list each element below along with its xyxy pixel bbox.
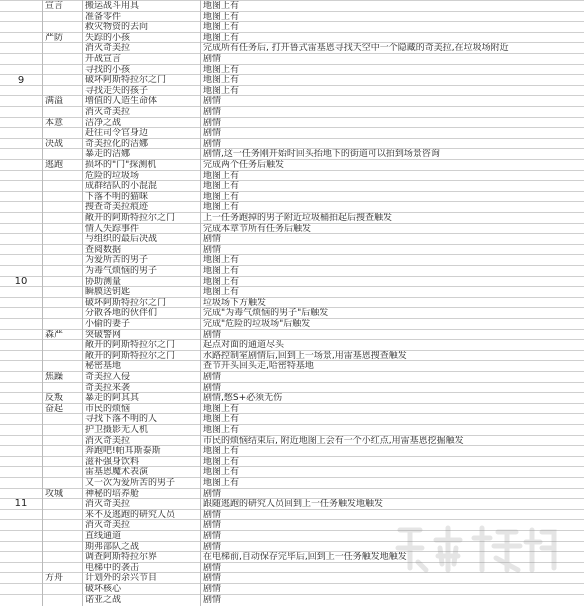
- task-cell: 小偷的妻子: [82, 319, 200, 329]
- note-cell: 完成本章节所有任务后触发: [200, 224, 584, 234]
- note-cell: 剧情: [200, 563, 584, 573]
- section-cell: [42, 478, 82, 488]
- chapter-cell: 11: [0, 403, 42, 604]
- task-cell: 敞开的阿斯特拉尔之门: [82, 351, 200, 361]
- note-cell: 地图上有: [200, 192, 584, 202]
- table-row: [0, 466, 584, 477]
- note-cell: 剧情: [200, 96, 584, 106]
- table-row: [0, 180, 584, 191]
- section-cell: [42, 22, 82, 32]
- section-cell: [42, 414, 82, 424]
- section-cell: [42, 181, 82, 191]
- task-cell: 奇美拉入侵: [82, 372, 200, 382]
- table-row: [0, 382, 584, 393]
- note-cell: 剧情: [200, 139, 584, 149]
- task-cell: 消灭奇美拉: [82, 499, 200, 509]
- note-cell: 剧情,这一任务刚开始时回头抬地下的街道可以拍到场景咨询: [200, 149, 584, 159]
- note-cell: 在电梯前,自动保存完毕后,回到上一任务触发地触发: [200, 552, 584, 562]
- section-cell: [42, 361, 82, 371]
- table-row: [0, 413, 584, 424]
- note-cell: 水路控制室剧情后,回到上一场景,用雷基恩搜查触发: [200, 351, 584, 361]
- column-divider: [82, 0, 83, 606]
- section-cell: 焦躁: [42, 372, 82, 382]
- section-cell: [42, 192, 82, 202]
- task-cell: 破坏核心: [82, 584, 200, 594]
- section-cell: [42, 287, 82, 297]
- task-cell: 分散各地的伙伴们: [82, 308, 200, 318]
- table-row: [0, 212, 584, 223]
- table-row: [0, 307, 584, 318]
- task-cell: 消灭奇美拉: [82, 43, 200, 53]
- table-row: [0, 456, 584, 467]
- table-row: [0, 138, 584, 149]
- note-cell: 地图上有: [200, 277, 584, 287]
- task-cell: 暴走的阿其其: [82, 393, 200, 403]
- table-row: [0, 106, 584, 117]
- table-row: [0, 350, 584, 361]
- section-cell: 方舟: [42, 573, 82, 583]
- note-cell: 地图上有: [200, 33, 584, 43]
- table-row: [0, 233, 584, 244]
- section-cell: [42, 213, 82, 223]
- note-cell: 地图上有: [200, 1, 584, 11]
- section-cell: [42, 298, 82, 308]
- table-row: [0, 191, 584, 202]
- section-cell: [42, 255, 82, 265]
- section-cell: [42, 446, 82, 456]
- note-cell: 地图上有: [200, 65, 584, 75]
- note-cell: 剧情: [200, 595, 584, 605]
- table-row: [0, 42, 584, 53]
- task-cell: 寻找下落不明的人: [82, 414, 200, 424]
- table-row: [0, 583, 584, 594]
- task-cell: 搜查奇美拉痕迹: [82, 202, 200, 212]
- table-row: [0, 392, 584, 403]
- note-cell: 地图上有: [200, 86, 584, 96]
- task-cell: 诺亚之战: [82, 595, 200, 605]
- section-cell: [42, 224, 82, 234]
- task-cell: 期弗部队之战: [82, 542, 200, 552]
- note-cell: 上一任务跑掉的男子附近垃圾桶拍起后搜查触发: [200, 213, 584, 223]
- note-cell: 剧情: [200, 330, 584, 340]
- table-row: [0, 127, 584, 138]
- table-row: [0, 11, 584, 22]
- task-cell: 洁净之战: [82, 118, 200, 128]
- table-row: [0, 286, 584, 297]
- table-row: [0, 265, 584, 276]
- task-cell: 奇美拉化的洁娜: [82, 139, 200, 149]
- table-row: [0, 594, 584, 605]
- note-cell: 剧情: [200, 520, 584, 530]
- table-row: [0, 477, 584, 488]
- section-cell: [42, 149, 82, 159]
- table-row: [0, 170, 584, 181]
- section-cell: [42, 245, 82, 255]
- table-row: [0, 360, 584, 371]
- note-cell: 剧情: [200, 107, 584, 117]
- note-cell: 地图上有: [200, 467, 584, 477]
- note-cell: 地图上有: [200, 22, 584, 32]
- table-row: [0, 445, 584, 456]
- table-row: [0, 435, 584, 446]
- section-cell: 反叛: [42, 393, 82, 403]
- section-cell: [42, 171, 82, 181]
- task-cell: 为毒气烦恼的男子: [82, 266, 200, 276]
- column-divider: [42, 0, 43, 606]
- section-cell: 本意: [42, 118, 82, 128]
- task-cell: 失踪的小孩: [82, 33, 200, 43]
- note-cell: 起点对面的通道尽头: [200, 340, 584, 350]
- section-cell: [42, 75, 82, 85]
- task-cell: 来不及逃跑的研究人员: [82, 510, 200, 520]
- table-row: [0, 254, 584, 265]
- section-cell: [42, 436, 82, 446]
- section-cell: [42, 467, 82, 477]
- task-cell: 增值的人造生命体: [82, 96, 200, 106]
- note-cell: 剧情: [200, 234, 584, 244]
- table-row: [0, 297, 584, 308]
- note-cell: 剧情: [200, 118, 584, 128]
- section-cell: 宣言: [42, 1, 82, 11]
- section-cell: [42, 510, 82, 520]
- task-cell: 与组织的最后决战: [82, 234, 200, 244]
- table-row: [0, 223, 584, 234]
- table-row: [0, 498, 584, 509]
- task-cell: 协助测量: [82, 277, 200, 287]
- section-cell: [42, 128, 82, 138]
- note-cell: 完成两个任务后触发: [200, 160, 584, 170]
- note-cell: 剧情: [200, 531, 584, 541]
- note-cell: 地图上有: [200, 75, 584, 85]
- task-cell: 开战宣言: [82, 54, 200, 64]
- task-cell: 损坏的"门"探测机: [82, 160, 200, 170]
- note-cell: 地图上有: [200, 181, 584, 191]
- section-cell: [42, 43, 82, 53]
- task-cell: 危险的垃圾场: [82, 171, 200, 181]
- table-row: [0, 32, 584, 43]
- note-cell: 地图上有: [200, 202, 584, 212]
- note-cell: 剧情: [200, 245, 584, 255]
- section-cell: [42, 542, 82, 552]
- section-cell: [42, 107, 82, 117]
- task-cell: 消灭奇美拉: [82, 436, 200, 446]
- task-cell: 雷基恩魔术表演: [82, 467, 200, 477]
- table-row: [0, 53, 584, 64]
- table-row: [0, 201, 584, 212]
- section-cell: [42, 86, 82, 96]
- section-cell: 森严: [42, 330, 82, 340]
- task-cell: 敞开的阿斯特拉尔之门: [82, 213, 200, 223]
- table-row: [0, 21, 584, 32]
- section-cell: [42, 340, 82, 350]
- task-cell: 敞开的阿斯特拉尔之门: [82, 340, 200, 350]
- table-row: [0, 64, 584, 75]
- table-row: [0, 148, 584, 159]
- task-cell: 成群结队的小混混: [82, 181, 200, 191]
- section-cell: [42, 520, 82, 530]
- task-cell: 破坏阿斯特拉尔之门: [82, 298, 200, 308]
- table-row: [0, 244, 584, 255]
- note-cell: 地图上有: [200, 425, 584, 435]
- task-cell: 突破警网: [82, 330, 200, 340]
- note-cell: 完成"危险的垃圾场"后触发: [200, 319, 584, 329]
- watermark-logo: [390, 518, 560, 578]
- note-cell: 完成"为毒气烦恼的男子"后触发: [200, 308, 584, 318]
- task-cell: 直线通道: [82, 531, 200, 541]
- note-cell: 地图上有: [200, 446, 584, 456]
- note-cell: 地图上有: [200, 457, 584, 467]
- task-cell: 救灾物资的去向: [82, 22, 200, 32]
- section-cell: [42, 595, 82, 605]
- note-cell: 剧情,憋S+必须无伤: [200, 393, 584, 403]
- note-cell: 剧情: [200, 128, 584, 138]
- task-cell: 调查阿斯特拉尔界: [82, 552, 200, 562]
- task-cell: 破坏阿斯特拉尔之门: [82, 75, 200, 85]
- table-row: [0, 74, 584, 85]
- table-row: [0, 371, 584, 382]
- table-row: [0, 318, 584, 329]
- note-cell: 垃圾场下方触发: [200, 298, 584, 308]
- section-cell: [42, 202, 82, 212]
- note-cell: 跟随逃跑的研究人员回到上一任务触发地触发: [200, 499, 584, 509]
- note-cell: 地图上有: [200, 171, 584, 181]
- task-cell: 神秘的培养舱: [82, 489, 200, 499]
- chapter-cell: 9: [0, 0, 42, 159]
- table-row: [0, 403, 584, 414]
- note-cell: 剧情: [200, 489, 584, 499]
- section-cell: 攻城: [42, 489, 82, 499]
- task-cell: 滋补强身饮料: [82, 457, 200, 467]
- section-cell: 逃跑: [42, 160, 82, 170]
- task-cell: 为爱所苦的男子: [82, 255, 200, 265]
- section-cell: [42, 277, 82, 287]
- task-cell: 护卫摄影无人机: [82, 425, 200, 435]
- note-cell: 剧情: [200, 542, 584, 552]
- section-cell: 奋起: [42, 404, 82, 414]
- task-cell: 情人失踪事件: [82, 224, 200, 234]
- task-cell: 瞬膜送钥匙: [82, 287, 200, 297]
- section-cell: [42, 234, 82, 244]
- note-cell: 剧情: [200, 372, 584, 382]
- section-cell: [42, 552, 82, 562]
- section-cell: [42, 383, 82, 393]
- task-cell: 寻找走失的孩子: [82, 86, 200, 96]
- section-cell: 满溢: [42, 96, 82, 106]
- task-cell: 消灭奇美拉: [82, 520, 200, 530]
- note-cell: 地图上有: [200, 12, 584, 22]
- section-cell: 决战: [42, 139, 82, 149]
- task-cell: 下落不明的猫咪: [82, 192, 200, 202]
- task-cell: 赶往司令官身边: [82, 128, 200, 138]
- note-cell: 剧情: [200, 383, 584, 393]
- table-row: [0, 85, 584, 96]
- table-row: [0, 488, 584, 499]
- note-cell: 地图上有: [200, 414, 584, 424]
- table-row: [0, 339, 584, 350]
- section-cell: [42, 563, 82, 573]
- note-cell: 地图上有: [200, 478, 584, 488]
- table-row: [0, 329, 584, 340]
- section-cell: [42, 531, 82, 541]
- section-cell: 严防: [42, 33, 82, 43]
- note-cell: 剧情: [200, 54, 584, 64]
- section-cell: [42, 308, 82, 318]
- note-cell: 地图上有: [200, 287, 584, 297]
- section-cell: [42, 425, 82, 435]
- note-cell: 地图上有: [200, 404, 584, 414]
- chapter-cell: 10: [0, 159, 42, 403]
- note-cell: 市民的烦恼结束后, 附近地图上会有一个小红点,用雷基恩挖掘触发: [200, 436, 584, 446]
- table-row: [0, 0, 584, 11]
- section-cell: [42, 54, 82, 64]
- section-cell: [42, 351, 82, 361]
- task-cell: 搬运战斗用具: [82, 1, 200, 11]
- task-cell: 计划外的余兴节目: [82, 573, 200, 583]
- table-row: [0, 159, 584, 170]
- note-cell: 剧情: [200, 573, 584, 583]
- task-cell: 消灭奇美拉: [82, 107, 200, 117]
- section-cell: [42, 12, 82, 22]
- task-cell: 奔跑吧!帕耳斯泰斯: [82, 446, 200, 456]
- task-cell: 又一次为爱所苦的男子: [82, 478, 200, 488]
- note-cell: 地图上有: [200, 266, 584, 276]
- section-cell: [42, 584, 82, 594]
- task-cell: 秘密基地: [82, 361, 200, 371]
- table-row: [0, 95, 584, 106]
- task-cell: 奇美拉来袭: [82, 383, 200, 393]
- task-cell: 电梯中的袭击: [82, 563, 200, 573]
- note-cell: 剧情: [200, 510, 584, 520]
- task-cell: 寻找的小孩: [82, 65, 200, 75]
- table-row: [0, 276, 584, 287]
- section-cell: [42, 499, 82, 509]
- note-cell: 剧情: [200, 584, 584, 594]
- task-cell: 市民的烦恼: [82, 404, 200, 414]
- section-cell: [42, 319, 82, 329]
- table-row: [0, 117, 584, 128]
- section-cell: [42, 65, 82, 75]
- note-cell: 地图上有: [200, 255, 584, 265]
- column-divider: [200, 0, 201, 606]
- section-cell: [42, 457, 82, 467]
- task-cell: 暴走的洁娜: [82, 149, 200, 159]
- section-cell: [42, 266, 82, 276]
- note-cell: 完成所有任务后, 打开鲁式雷基恩寻找天空中一个隐藏的奇美拉,在垃圾场附近: [200, 43, 584, 53]
- task-cell: 准备零件: [82, 12, 200, 22]
- note-cell: 查节开头回头走,哈密特基地: [200, 361, 584, 371]
- task-cell: 查阅数据: [82, 245, 200, 255]
- table-row: [0, 424, 584, 435]
